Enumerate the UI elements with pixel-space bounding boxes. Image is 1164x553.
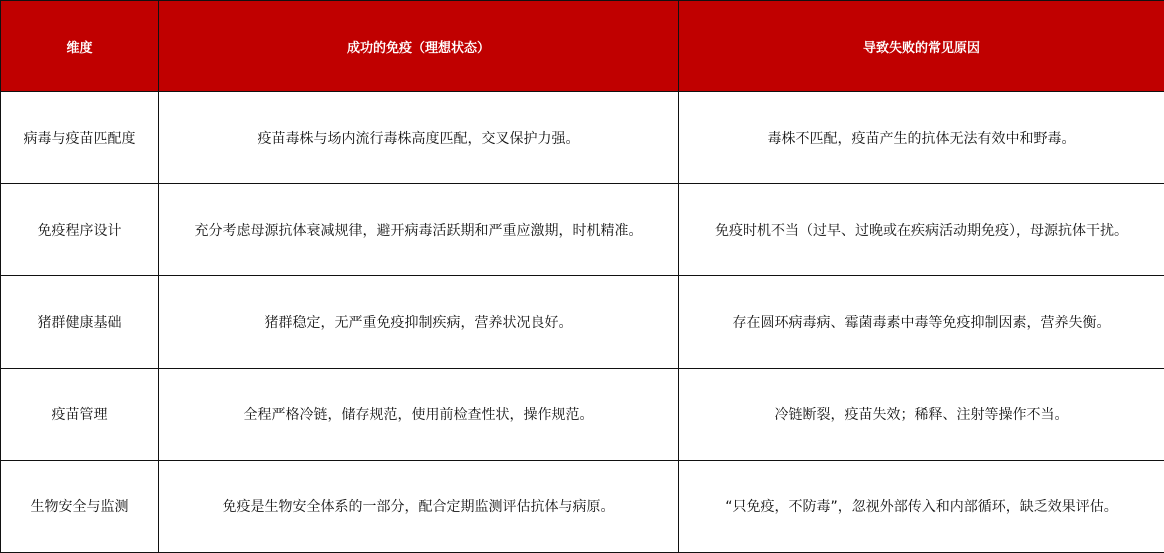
table-row [1, 184, 1164, 276]
row-failure: 免疫时机不当（过早、过晚或在疾病活动期免疫），母源抗体干扰。 [679, 184, 1164, 276]
table-row [1, 276, 1164, 368]
row-success: 疫苗毒株与场内流行毒株高度匹配，交叉保护力强。 [159, 92, 679, 184]
row-failure: “只免疫，不防毒”，忽视外部传入和内部循环，缺乏效果评估。 [679, 460, 1164, 552]
row-success: 全程严格冷链，储存规范，使用前检查性状，操作规范。 [159, 368, 679, 460]
row-failure: 冷链断裂，疫苗失效；稀释、注射等操作不当。 [679, 368, 1164, 460]
header-failure: 导致失败的常见原因 [679, 1, 1164, 92]
row-failure: 毒株不匹配，疫苗产生的抗体无法有效中和野毒。 [679, 92, 1164, 184]
header-row [1, 1, 1164, 92]
row-dimension: 免疫程序设计 [1, 184, 159, 276]
header-success: 成功的免疫（理想状态） [159, 1, 679, 92]
table-row [1, 92, 1164, 184]
row-success: 免疫是生物安全体系的一部分，配合定期监测评估抗体与病原。 [159, 460, 679, 552]
row-dimension: 疫苗管理 [1, 368, 159, 460]
row-success: 充分考虑母源抗体衰减规律，避开病毒活跃期和严重应激期，时机精准。 [159, 184, 679, 276]
table-row [1, 368, 1164, 460]
row-dimension: 病毒与疫苗匹配度 [1, 92, 159, 184]
row-dimension: 猪群健康基础 [1, 276, 159, 368]
row-success: 猪群稳定，无严重免疫抑制疾病，营养状况良好。 [159, 276, 679, 368]
row-failure: 存在圆环病毒病、霉菌毒素中毒等免疫抑制因素，营养失衡。 [679, 276, 1164, 368]
header-dimension: 维度 [1, 1, 159, 92]
row-dimension: 生物安全与监测 [1, 460, 159, 552]
table-row [1, 460, 1164, 552]
